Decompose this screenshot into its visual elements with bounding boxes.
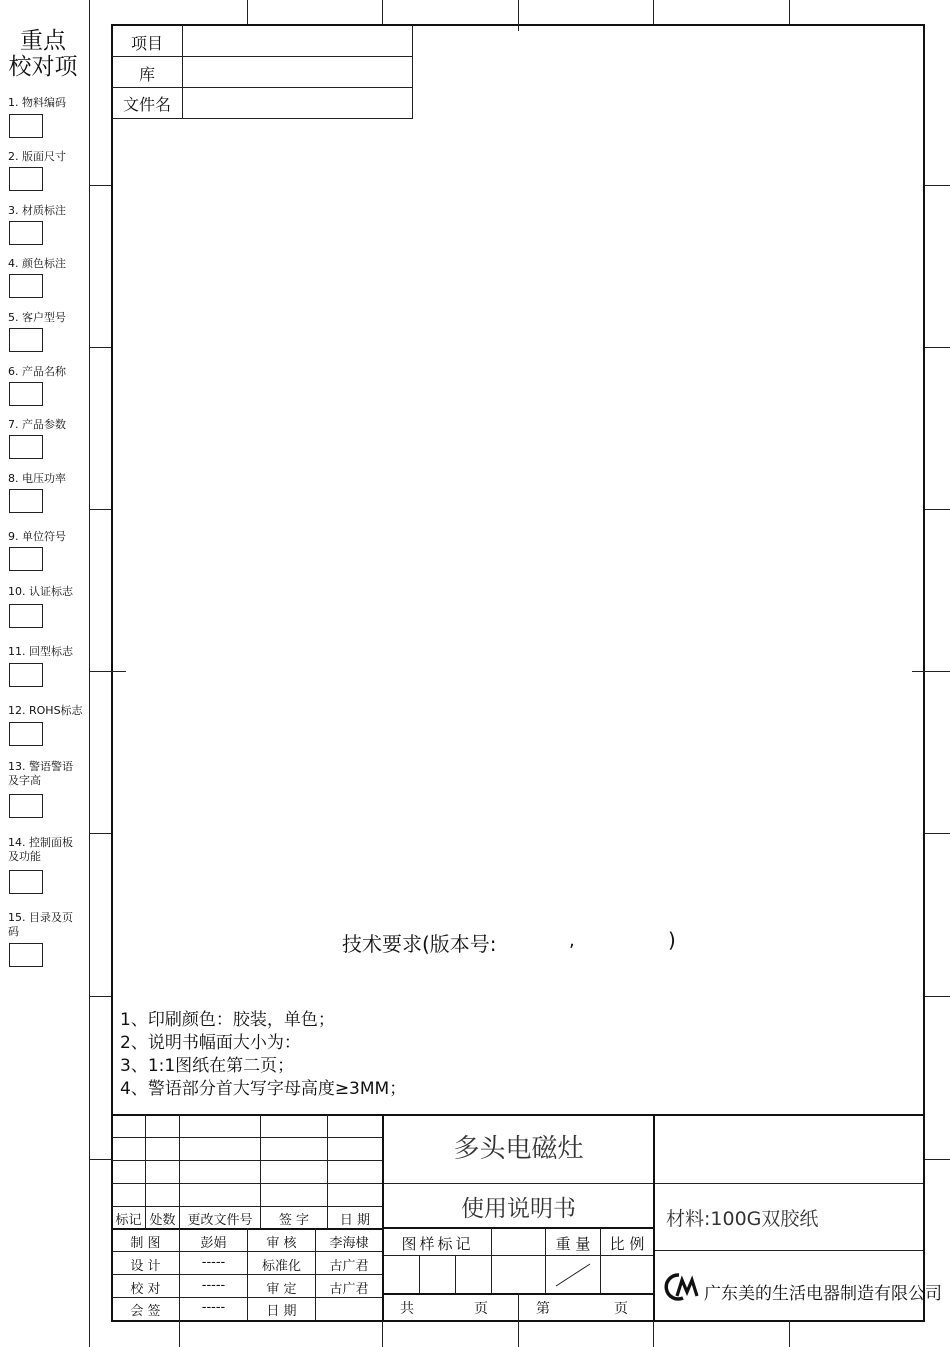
- check-box[interactable]: [9, 328, 43, 352]
- mid-line: [384, 1255, 653, 1256]
- check-box[interactable]: [9, 943, 43, 967]
- frame-right: [923, 24, 925, 1321]
- check-item-label: 9. 单位符号: [8, 530, 66, 543]
- check-item-label: 12. ROHS标志: [8, 704, 83, 717]
- rev-header-mark: 标记: [115, 1213, 142, 1228]
- zone-tick: [382, 0, 383, 24]
- design-name: -----: [201, 1255, 226, 1270]
- check-box[interactable]: [9, 604, 43, 628]
- filename-value-field[interactable]: [184, 89, 410, 117]
- check-box[interactable]: [9, 114, 43, 138]
- zone-tick: [247, 0, 248, 24]
- tech-line: 3、1:1图纸在第二页；: [120, 1056, 295, 1076]
- std-name: 古广君: [329, 1259, 369, 1274]
- zone-tick: [89, 347, 111, 348]
- mark-col: [419, 1255, 420, 1293]
- check-box[interactable]: [9, 663, 43, 687]
- rev-header-sign: 签 字: [278, 1213, 310, 1228]
- rev-header-count: 处数: [149, 1213, 176, 1228]
- product-name: 多头电磁灶: [453, 1134, 584, 1164]
- zone-tick: [789, 1320, 790, 1347]
- zone-tick: [89, 185, 111, 186]
- zone-tick: [179, 1320, 180, 1347]
- title-block-divider: [653, 1114, 655, 1321]
- header-row-line: [112, 56, 413, 57]
- check-item-label: 14. 控制面板及功能: [8, 836, 73, 863]
- weight-label: 重 量: [555, 1235, 591, 1253]
- total-label: 共: [400, 1301, 414, 1317]
- tech-title-text: 技术要求(版本号:: [342, 932, 497, 956]
- check-box[interactable]: [9, 274, 43, 298]
- doc-name: 使用说明书: [461, 1196, 576, 1222]
- check-box[interactable]: [9, 435, 43, 459]
- library-label: 库: [138, 65, 155, 84]
- zone-tick: [89, 509, 111, 510]
- library-value-field[interactable]: [184, 58, 410, 86]
- mid-line: [384, 1183, 653, 1184]
- mid-line-thick: [384, 1227, 653, 1229]
- checklist-title: [0, 28, 86, 80]
- check-box[interactable]: [9, 722, 43, 746]
- zone-tick: [653, 1320, 654, 1347]
- check-item-label: 2. 版面尺寸: [8, 150, 66, 163]
- tech-line: 4、警语部分首大写字母高度≥3MM；: [120, 1079, 407, 1099]
- midea-logo-icon: [664, 1272, 702, 1302]
- zone-tick: [925, 509, 950, 510]
- project-label: 项目: [130, 34, 163, 53]
- center-mark-top: [518, 0, 519, 31]
- page-label-2: 页: [614, 1301, 628, 1317]
- check-item-label: 7. 产品参数: [8, 418, 66, 431]
- check-box[interactable]: [9, 870, 43, 894]
- check-box[interactable]: [9, 167, 43, 191]
- check-box[interactable]: [9, 382, 43, 406]
- std-label: 标准化: [261, 1259, 301, 1274]
- check-item-label: 11. 回型标志: [8, 645, 73, 658]
- mark-col: [491, 1228, 492, 1293]
- check-box[interactable]: [9, 489, 43, 513]
- check-item-label: 15. 目录及页码: [8, 911, 73, 938]
- check-item-label: 5. 客户型号: [8, 311, 66, 324]
- draw-label: 制 图: [130, 1236, 161, 1251]
- rev-line: [112, 1206, 382, 1207]
- rev-header-doc: 更改文件号: [187, 1213, 253, 1228]
- title-block-top: [111, 1114, 925, 1116]
- countersign-label: 会 签: [130, 1304, 161, 1319]
- zone-tick: [89, 833, 111, 834]
- zone-tick: [925, 833, 950, 834]
- design-label: 设 计: [130, 1259, 161, 1274]
- check-item-label: 4. 颜色标注: [8, 257, 66, 270]
- header-row-line: [112, 87, 413, 88]
- project-value-field[interactable]: [184, 27, 410, 55]
- center-mark-right: [912, 671, 950, 672]
- checklist-title-line1: 重点: [20, 28, 66, 54]
- rev-line: [112, 1160, 382, 1161]
- check-box[interactable]: [9, 547, 43, 571]
- tech-title: [342, 928, 497, 957]
- rev-header-date: 日 期: [339, 1213, 371, 1228]
- filename-label: 文件名: [122, 95, 171, 114]
- page-label: 页: [474, 1301, 488, 1317]
- zone-tick: [925, 1159, 950, 1160]
- check-item-label: 10. 认证标志: [8, 585, 73, 598]
- check-item-label: 3. 材质标注: [8, 204, 66, 217]
- tech-line: 2、说明书幅面大小为：: [120, 1033, 301, 1053]
- material-label: 材料:100G双胶纸: [666, 1208, 819, 1230]
- right-line: [655, 1183, 923, 1184]
- frame-left: [111, 24, 113, 1321]
- approve-label: 审 定: [266, 1282, 297, 1297]
- company-name: 广东美的生活电器制造有限公司: [704, 1284, 942, 1304]
- center-mark-left: [89, 671, 126, 672]
- check-name: -----: [201, 1278, 226, 1293]
- check-item-label: 8. 电压功率: [8, 472, 66, 485]
- header-col-line: [182, 25, 183, 118]
- mark-col: [455, 1255, 456, 1293]
- drawing-mark-label: 图样标记: [401, 1235, 474, 1253]
- zone-tick: [518, 1320, 519, 1347]
- check-box[interactable]: [9, 794, 43, 818]
- nth-label: 第: [536, 1301, 550, 1317]
- tech-title-comma: ,: [569, 930, 575, 951]
- zone-tick: [89, 996, 111, 997]
- checklist-title-line2: 校对项: [8, 54, 78, 80]
- check-label: 校 对: [130, 1282, 161, 1297]
- scale-label: 比 例: [609, 1235, 645, 1253]
- zone-tick: [925, 185, 950, 186]
- zone-tick: [925, 996, 950, 997]
- approve-name: 古广君: [329, 1282, 369, 1297]
- draw-name: 彭娟: [200, 1236, 227, 1251]
- zone-tick: [653, 0, 654, 24]
- tech-title-close: ): [668, 928, 676, 952]
- check-item-label: 6. 产品名称: [8, 365, 66, 378]
- countersign-name: -----: [201, 1300, 226, 1315]
- tech-line: 1、印刷颜色：胶装，单色；: [120, 1010, 335, 1030]
- zone-tick: [789, 0, 790, 24]
- zone-tick: [382, 1320, 383, 1347]
- check-item-label: 13. 警语警语及字高: [8, 760, 73, 787]
- zone-tick: [89, 1159, 111, 1160]
- date-label: 日 期: [266, 1304, 297, 1319]
- review-label: 审 核: [266, 1236, 297, 1251]
- rev-line: [112, 1183, 382, 1184]
- check-box[interactable]: [9, 221, 43, 245]
- weight-slash: [546, 1256, 600, 1293]
- review-name: 李海棣: [329, 1236, 369, 1251]
- right-line: [655, 1250, 923, 1251]
- rev-line: [112, 1137, 382, 1138]
- page-col: [518, 1293, 519, 1321]
- left-margin-line: [89, 0, 90, 1347]
- zone-tick: [925, 347, 950, 348]
- check-item-label: 1. 物料编码: [8, 96, 66, 109]
